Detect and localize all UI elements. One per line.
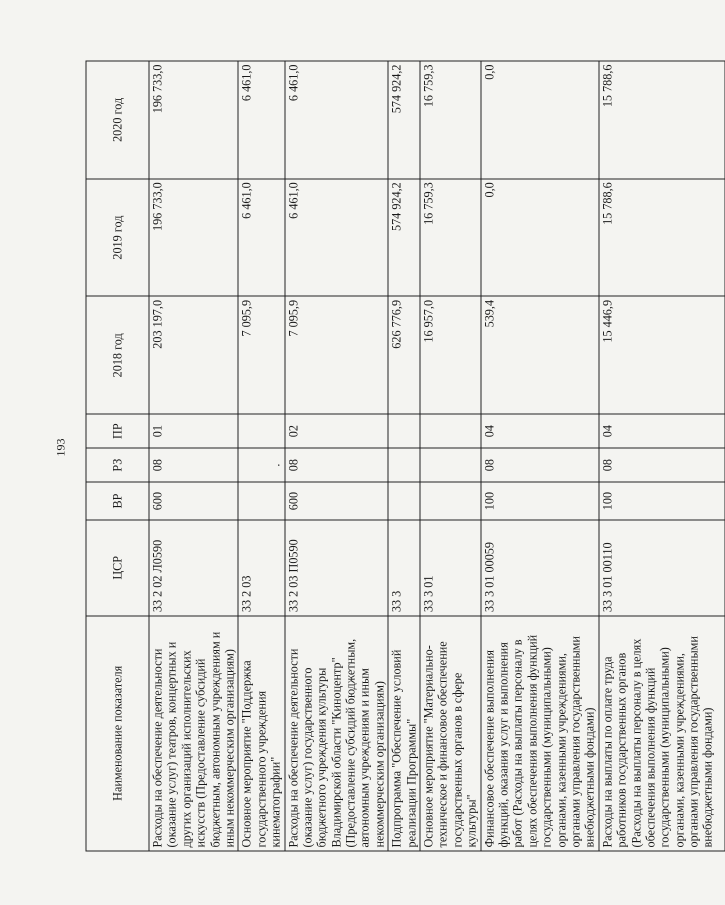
table-row (599, 61, 725, 851)
cell-name: Расходы на обеспечение деятельности (оказание услуг) государственного бюджетного учреждения культуры Владимирской области "Киноцентр" (Предоставление субсидий бюджетным, автономным учреждениям и иным некоммерческим организациям) (285, 616, 389, 851)
budget-table (86, 61, 725, 852)
table-row (481, 61, 599, 851)
cell-vr (238, 482, 284, 520)
cell-2018: 7 095,9 (285, 296, 389, 414)
table-row (149, 61, 238, 851)
cell-name: Финансовое обеспечение выполнения функций, оказания услуг и выполнения работ (Расходы на выплаты персоналу в целях обеспечения выполнения функций государственными (муниципальными) органами, казенными учреждениями, органами управления государственными внебюджетными фондами) (481, 616, 599, 851)
table-row (238, 61, 284, 851)
cell-name: Расходы на обеспечение деятельности (оказание услуг) театров, концертных и других организаций исполнительских искусств (Предоставление субсидий бюджетным, автономным учреждениям и иным некоммерческим организациям) (149, 616, 238, 851)
cell-rz (420, 448, 481, 482)
table-row (420, 61, 481, 851)
cell-csr: 33 2 02 Л0590 (149, 520, 238, 616)
cell-csr: 33 2 03 (238, 520, 284, 616)
cell-2019: 6 461,0 (285, 179, 389, 297)
cell-2018: 626 776,9 (388, 296, 420, 414)
cell-pr (238, 414, 284, 448)
cell-2020: 6 461,0 (285, 61, 389, 179)
col-header-vr: ВР (86, 482, 149, 520)
cell-2018: 7 095,9 (238, 296, 284, 414)
cell-pr: 01 (149, 414, 238, 448)
cell-2019: 196 733,0 (149, 179, 238, 297)
col-header-csr: ЦСР (86, 520, 149, 616)
cell-vr (420, 482, 481, 520)
cell-2020: 196 733,0 (149, 61, 238, 179)
cell-2018: 203 197,0 (149, 296, 238, 414)
cell-name: Основное мероприятие "Материально-техническое и финансовое обеспечение государственных органов в сфере культуры" (420, 616, 481, 851)
table-header-row (86, 61, 149, 851)
cell-2019: 15 788,6 (599, 179, 725, 297)
cell-rz: 08 (599, 448, 725, 482)
cell-2020: 16 759,3 (420, 61, 481, 179)
cell-csr: 33 3 01 00110 (599, 520, 725, 616)
cell-2020: 6 461,0 (238, 61, 284, 179)
cell-csr: 33 3 (388, 520, 420, 616)
cell-2019: 6 461,0 (238, 179, 284, 297)
cell-csr: 33 2 03 П0590 (285, 520, 389, 616)
cell-2018: 16 957,0 (420, 296, 481, 414)
cell-name: Расходы на выплаты по оплате труда работников государственных органов (Расходы на выплаты персоналу в целях обеспечения выполнения функций государственными (муниципальными) органами, казенными учреждениями, органами управления государственными внебюджетными фондами) (599, 616, 725, 851)
cell-pr (388, 414, 420, 448)
cell-vr: 100 (481, 482, 599, 520)
cell-vr (388, 482, 420, 520)
cell-csr: 33 3 01 00059 (481, 520, 599, 616)
cell-pr: 04 (481, 414, 599, 448)
cell-pr: 04 (599, 414, 725, 448)
col-header-pr: ПР (86, 414, 149, 448)
rotated-table-wrapper (86, 61, 715, 852)
cell-vr: 600 (149, 482, 238, 520)
page-number: 193 (53, 438, 68, 457)
cell-pr (420, 414, 481, 448)
cell-2019: 574 924,2 (388, 179, 420, 297)
cell-2018: 539,4 (481, 296, 599, 414)
cell-pr: 02 (285, 414, 389, 448)
table-row (388, 61, 420, 851)
cell-name: Основное мероприятие "Поддержка государственного учреждения кинематографии" (238, 616, 284, 851)
cell-2020: 574 924,2 (388, 61, 420, 179)
cell-2019: 16 759,3 (420, 179, 481, 297)
cell-vr: 100 (599, 482, 725, 520)
cell-vr: 600 (285, 482, 389, 520)
cell-rz: 08 (285, 448, 389, 482)
cell-2020: 15 788,6 (599, 61, 725, 179)
cell-csr: 33 3 01 (420, 520, 481, 616)
col-header-2018: 2018 год (86, 296, 149, 414)
cell-rz: 08 (149, 448, 238, 482)
cell-2019: 0,0 (481, 179, 599, 297)
col-header-2019: 2019 год (86, 179, 149, 297)
cell-2018: 15 446,9 (599, 296, 725, 414)
table-row (285, 61, 389, 851)
col-header-2020: 2020 год (86, 61, 149, 179)
col-header-name: Наименование показателя (86, 616, 149, 851)
col-header-rz: РЗ (86, 448, 149, 482)
cell-2020: 0,0 (481, 61, 599, 179)
cell-rz: 08 (481, 448, 599, 482)
cell-rz (388, 448, 420, 482)
cell-name: Подпрограмма "Обеспечение условий реализации Программы" (388, 616, 420, 851)
cell-rz: . (238, 448, 284, 482)
